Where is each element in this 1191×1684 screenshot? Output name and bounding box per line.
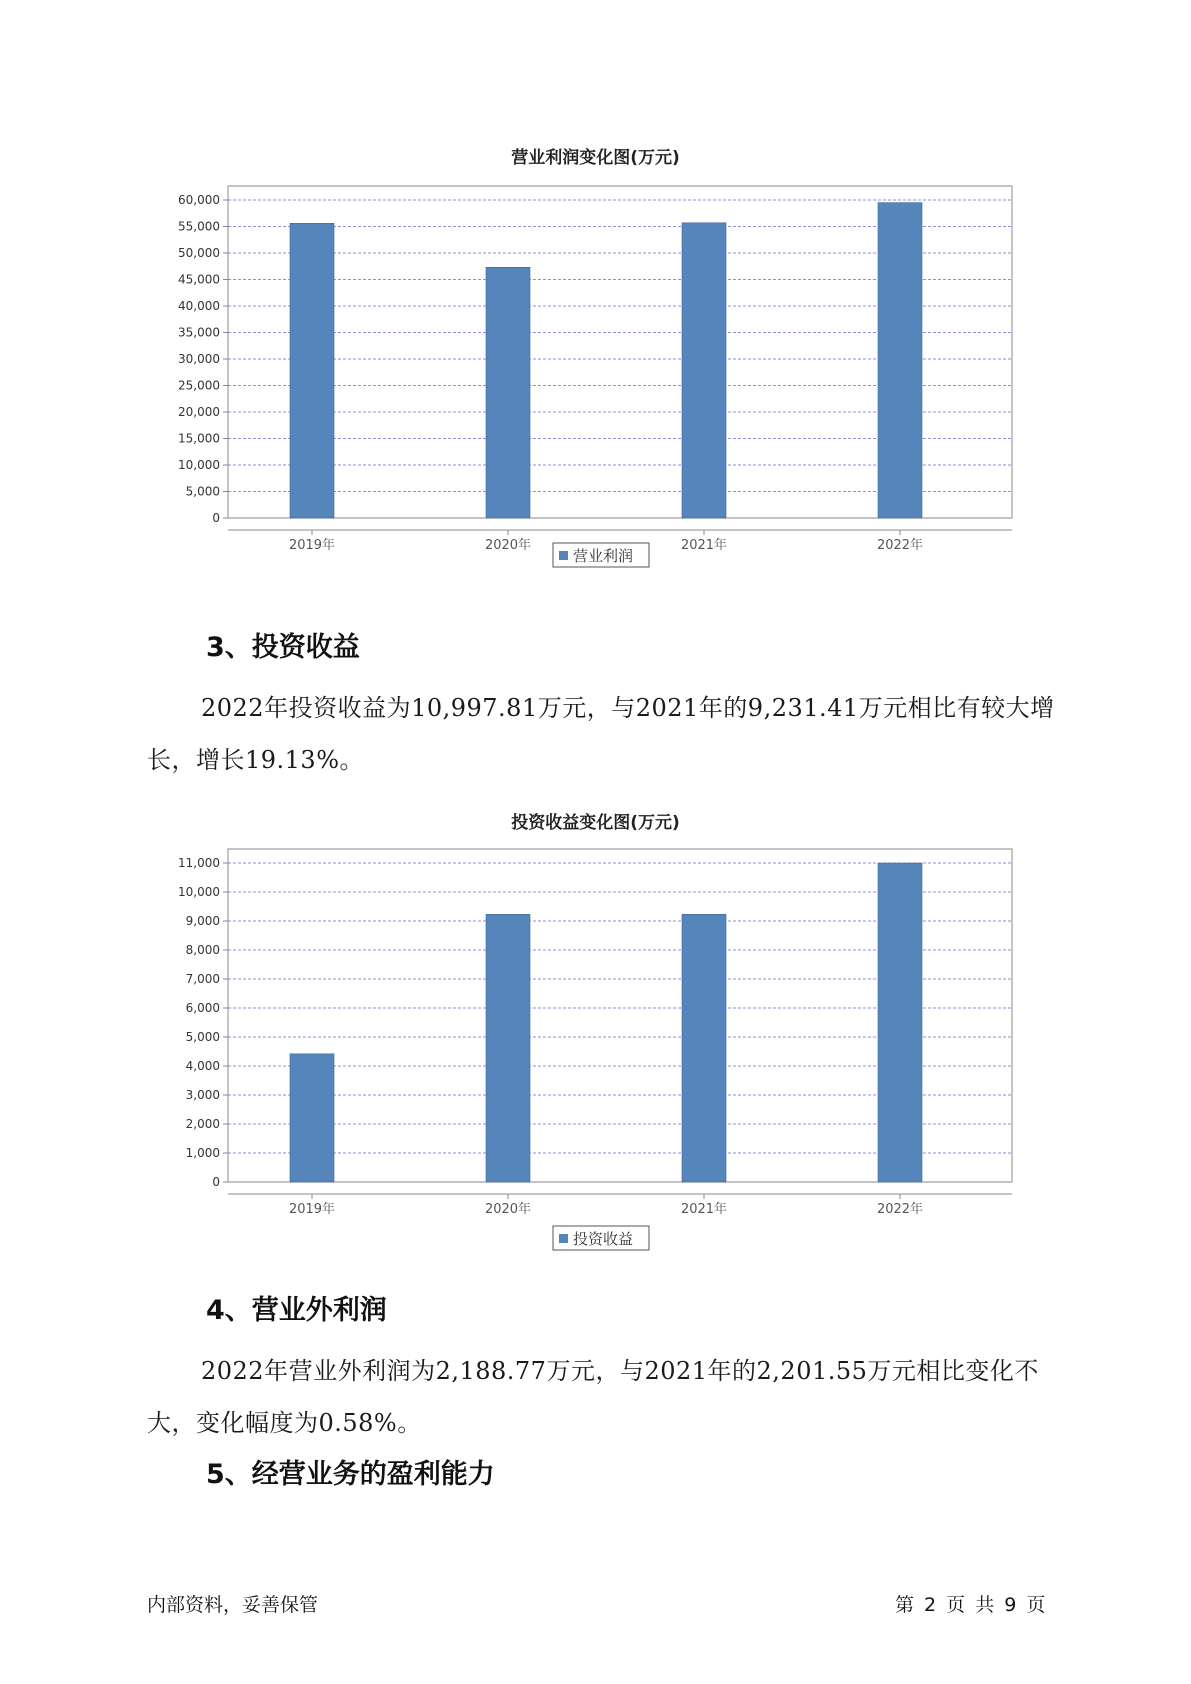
y-tick-label: 10,000 xyxy=(178,885,220,899)
y-tick-label: 7,000 xyxy=(185,972,220,986)
y-tick-label: 15,000 xyxy=(178,431,220,446)
y-tick-label: 1,000 xyxy=(185,1146,220,1160)
chart-title-operating-profit: 营业利润变化图(万元) xyxy=(511,148,680,168)
x-tick-label: 2021年 xyxy=(680,1202,728,1217)
y-tick-label: 3,000 xyxy=(185,1088,220,1102)
x-tick-label: 2022年 xyxy=(876,538,924,553)
y-tick-label: 20,000 xyxy=(178,405,220,419)
bar-2020年 xyxy=(486,267,530,518)
x-tick-label: 2019年 xyxy=(288,538,336,553)
bar-2019年 xyxy=(290,223,334,518)
x-tick-label: 2019年 xyxy=(288,1202,336,1217)
x-tick-label: 2021年 xyxy=(680,538,728,553)
y-tick-label: 10,000 xyxy=(178,458,220,472)
bar-2019年 xyxy=(290,1054,334,1182)
bar-2020年 xyxy=(486,914,530,1182)
legend-label: 投资收益 xyxy=(573,1230,634,1248)
footer-page-number: 第 2 页 共 9 页 xyxy=(895,1594,1046,1616)
y-tick-label: 5,000 xyxy=(185,484,220,499)
legend-swatch xyxy=(559,1234,568,1243)
y-tick-label: 25,000 xyxy=(178,378,220,393)
y-tick-label: 0 xyxy=(212,1175,220,1189)
section-heading-investment-income: 3、投资收益 xyxy=(206,632,360,663)
y-tick-label: 6,000 xyxy=(185,1001,220,1015)
investment-income-chart xyxy=(0,835,1191,1255)
section-heading-operating-profitability: 5、经营业务的盈利能力 xyxy=(206,1459,495,1490)
section-heading-non-operating-profit: 4、营业外利润 xyxy=(206,1295,387,1326)
legend-label: 营业利润 xyxy=(573,547,634,565)
y-tick-label: 50,000 xyxy=(178,246,220,260)
y-tick-label: 11,000 xyxy=(178,856,220,870)
y-tick-label: 8,000 xyxy=(185,943,220,957)
x-tick-label: 2020年 xyxy=(484,1202,532,1217)
y-tick-label: 35,000 xyxy=(178,325,220,340)
operating-profit-chart xyxy=(0,170,1191,590)
y-tick-label: 45,000 xyxy=(178,272,220,287)
y-tick-label: 30,000 xyxy=(178,352,220,366)
bar-2022年 xyxy=(878,203,922,518)
y-tick-label: 55,000 xyxy=(178,219,220,234)
y-tick-label: 9,000 xyxy=(185,914,220,928)
y-tick-label: 4,000 xyxy=(185,1059,220,1073)
legend-swatch xyxy=(559,551,568,560)
y-tick-label: 2,000 xyxy=(185,1117,220,1131)
x-tick-label: 2022年 xyxy=(876,1202,924,1217)
footer-confidential-note: 内部资料，妥善保管 xyxy=(147,1594,319,1616)
y-tick-label: 0 xyxy=(212,511,220,525)
bar-2021年 xyxy=(682,914,726,1182)
y-tick-label: 5,000 xyxy=(185,1030,220,1044)
bar-2022年 xyxy=(878,863,922,1182)
non-operating-profit-paragraph: 2022年营业外利润为2,188.77万元，与2021年的2,201.55万元相比变化不大，变化幅度为0.58%。 xyxy=(147,1357,1039,1437)
y-tick-label: 60,000 xyxy=(178,193,220,207)
bar-2021年 xyxy=(682,223,726,518)
investment-income-paragraph: 2022年投资收益为10,997.81万元，与2021年的9,231.41万元相比有较大增长，增长19.13%。 xyxy=(147,694,1055,774)
x-tick-label: 2020年 xyxy=(484,538,532,553)
y-tick-label: 40,000 xyxy=(178,299,220,313)
chart-title-investment-income: 投资收益变化图(万元) xyxy=(511,813,680,833)
